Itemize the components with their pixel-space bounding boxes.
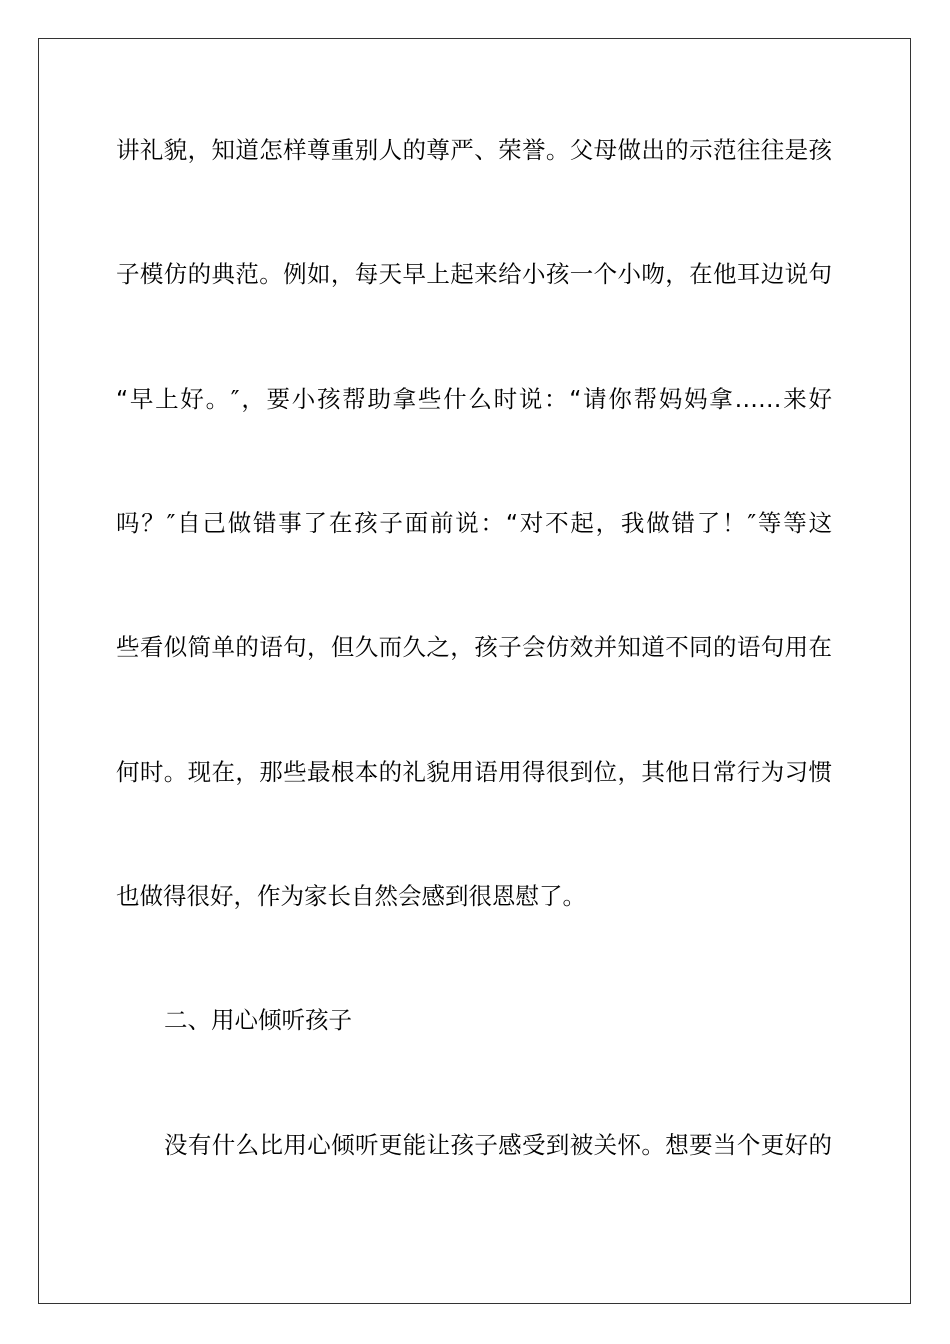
body-text-line-1: 讲礼貌，知道怎样尊重别人的尊严、荣誉。父母做出的示范往往是孩 xyxy=(116,136,832,164)
body-text-line-3: “早上好。″，要小孩帮助拿些什么时说：“请你帮妈妈拿……来好 xyxy=(116,385,832,413)
section-heading: 二、用心倾听孩子 xyxy=(164,1006,352,1034)
body-text-line-6: 何时。现在，那些最根本的礼貌用语用得很到位，其他日常行为习惯 xyxy=(116,758,832,786)
page-border xyxy=(38,38,911,1304)
body-text-line-2: 子模仿的典范。例如，每天早上起来给小孩一个小吻，在他耳边说句 xyxy=(116,260,832,288)
body-text-line-4: 吗？″自己做错事了在孩子面前说：“对不起，我做错了！″等等这 xyxy=(116,509,832,537)
body-text-line-7: 也做得很好，作为家长自然会感到很恩慰了。 xyxy=(116,882,586,910)
body-text-line-5: 些看似简单的语句，但久而久之，孩子会仿效并知道不同的语句用在 xyxy=(116,633,832,661)
body-text-paragraph-2-line-1: 没有什么比用心倾听更能让孩子感受到被关怀。想要当个更好的 xyxy=(164,1131,832,1159)
